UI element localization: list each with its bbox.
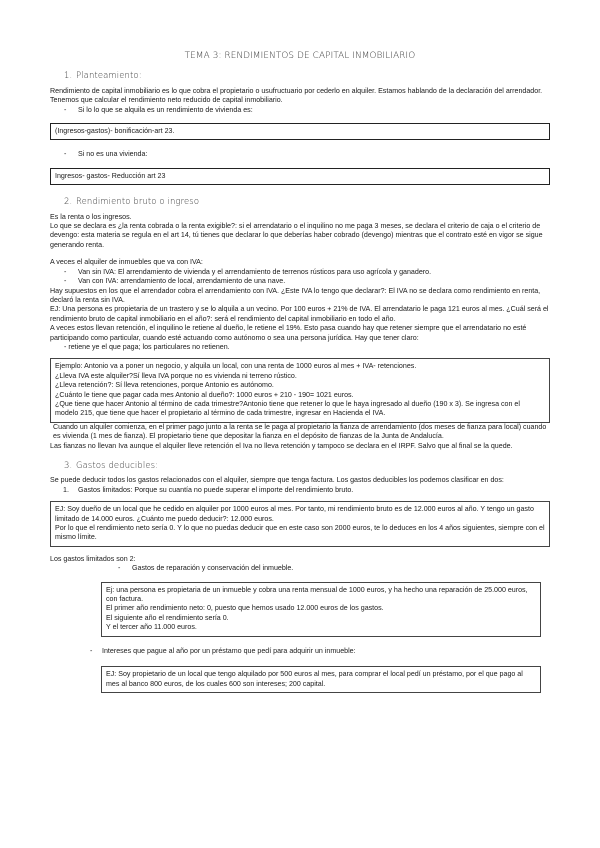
example-line: ¿Lleva retención?: Sí lleva retenciones, porque Antonio es autónomo. — [55, 381, 274, 390]
example-line: EJ: Soy dueño de un local que he cedido en alquiler por 1000 euros al mes. Por tanto, mi rendimiento bruto es de 12.000 euros al año. Y tengo un gasto limitado de 14.000 euros. ¿Cuánto me puedo deducir?: 12.000 euros. — [55, 505, 534, 523]
example-box-antonio — [50, 358, 550, 422]
s2-p3: A veces el alquiler de inmuebles que va con IVA: — [50, 258, 203, 267]
example-line: Ej: una persona es propietaria de un inmueble y cobra una renta mensual de 1000 euros, y ha hecho una reparación de 25.000 euros, con factura. — [106, 585, 528, 604]
s2-p2: Lo que se declara es ¿la renta cobrada o la renta exigible?: si el arrendatario o el inquilino no me paga 3 meses, se declara el criterio de caja o el criterio de devengo: esta materia se regula en el art 14, tú tienes que declarar lo que deberías haber cobrado (devengo) mientras que el contrato esté en vigor se sigue generando renta. — [50, 222, 543, 249]
example-box-gasto-limitado — [50, 501, 550, 547]
section-3-heading: 3. Gastos deducibles: — [64, 460, 159, 470]
s2-p1: Es la renta o los ingresos. — [50, 212, 132, 221]
example-line: ¿Cuánto le tiene que pagar cada mes Antonio al dueño?: 1000 euros + 210 - 190= 1021 euros. — [55, 390, 354, 399]
example-line: El siguiente año el rendimiento sería 0. — [106, 613, 229, 622]
s3-p2: Los gastos limitados son 2: — [50, 554, 136, 563]
example-box-intereses — [101, 666, 541, 693]
s3-p1: Se puede deducir todos los gastos relacionados con el alquiler, siempre que tenga factura. Los gastos deducibles los podemos clasificar en dos: — [50, 476, 504, 485]
section-2-heading: 2. Rendimiento bruto o ingreso — [64, 196, 200, 207]
s1-intro: Rendimiento de capital inmobiliario es lo que cobra el propietario o usufructuario por cederlo en alquiler. Estamos hablando de la declaración del arrendador. Tenemos que calcular el rendimiento neto reducido de capital inmobiliario. — [50, 86, 543, 105]
s3-sub-reparacion: - Gastos de reparación y conservación del inmueble. — [118, 564, 294, 573]
formula-box-vivienda: (Ingresos-gastos)- bonificación-art 23. — [50, 123, 550, 140]
s2-p8: Cuando un alquiler comienza, en el primer pago junto a la renta se le paga al propietario la fianza de arrendamiento (dos meses de fianza para local) cuando es vivienda (1 mes de fianza). El propietario tiene que depositar la fianza en el depósito de fianzas de la Junta de Andalucía. — [53, 422, 547, 441]
example-box-reparacion — [101, 582, 541, 637]
s3-sub-intereses: - Intereses que pague al año por un préstamo que pedí para adquirir un inmueble: — [90, 646, 356, 655]
s2-iva-con: - Van con IVA: arrendamiento de local, arrendamiento de una nave. — [64, 277, 286, 286]
example-line: Y el tercer año 11.000 euros. — [106, 623, 197, 632]
example-line: Por lo que el rendimiento neto sería 0. Y lo que no puedas deducir que en este caso son 2000 euros, te lo deduces en los 4 años siguientes, siempre con el mismo límite. — [55, 524, 545, 542]
s2-p4: Hay supuestos en los que el arrendador cobra el arrendamiento con IVA. ¿Este IVA lo tengo que declarar?: El IVA no se declara como rendimiento en renta, declaró la renta sin IVA. — [50, 286, 541, 304]
s2-p6: A veces estos llevan retención, el inquilino le retiene al dueño, le retiene el 19%. Esto pasa cuando hay que retener siempre que el arrendatario no esté participando como particular, cuando esté actuando como autónomo o sea una persona jurídica. Hay que tener claro: — [50, 324, 527, 342]
formula-box-no-vivienda: Ingresos- gastos- Reducción art 23 — [50, 168, 550, 185]
s2-p7: - retiene ye el que paga; los particulares no retienen. — [64, 342, 230, 351]
example-line: ¿Que tiene que hacer Antonio al término de cada trimestre?Antonio tiene que retener lo que le haya ingresado al dueño (190 x 3). Se ingresa con el modelo 215, que tiene que hacer el propietario al término de cada trimestre, ingresar en Hacienda el IVA. — [55, 399, 520, 418]
example-line: El primer año rendimiento neto: 0, puesto que hemos usado 12.000 euros de los gastos. — [106, 604, 384, 613]
s2-p9: Las fianzas no llevan Iva aunque el alquiler lleve retención el Iva no lleva retención y tampoco se declara en el IRPF. Salvo que al final se la quede. — [50, 441, 513, 450]
document-page — [50, 52, 550, 693]
s1-bullet-vivienda: - Si lo lo que se alquila es un rendimiento de vivienda es: — [64, 105, 253, 114]
example-line: EJ: Soy propietario de un local que tengo alquilado por 500 euros al mes, para comprar el local pedí un préstamo, por el que pago al mes al banco 800 euros, de los cuales 600 son intereses; 200 capital. — [106, 670, 523, 688]
s2-iva-sin: - Van sin IVA: El arrendamiento de vivienda y el arrendamiento de terrenos rústicos para uso agrícola y ganadero. — [64, 267, 432, 276]
example-line: Ejemplo: Antonio va a poner un negocio, y alquila un local, con una renta de 1000 euros al mes + IVA- retenciones. — [55, 362, 417, 371]
page-title: TEMA 3: RENDIMIENTOS DE CAPITAL INMOBILIARIO — [184, 51, 416, 61]
s1-bullet-no-vivienda: - Si no es una vivienda: — [64, 150, 148, 159]
example-line: ¿Lleva IVA este alquiler?Sí lleva IVA porque no es vivienda ni terreno rústico. — [55, 371, 297, 380]
s2-p5: EJ: Una persona es propietaria de un trastero y se lo alquila a un vecino. Por 100 euros + 21% de IVA. El arrendatario le paga 121 euros al mes. ¿Cuál será el rendimiento bruto de capital inmobiliario en el año?: será el rendimiento del capital inmobiliario en todo el año. — [50, 305, 549, 323]
s3-item-1: 1. Gastos limitados: Porque su cuantía no puede superar el importe del rendimiento bruto. — [63, 485, 354, 494]
section-1-heading: 1. Planteamiento: — [64, 70, 142, 81]
